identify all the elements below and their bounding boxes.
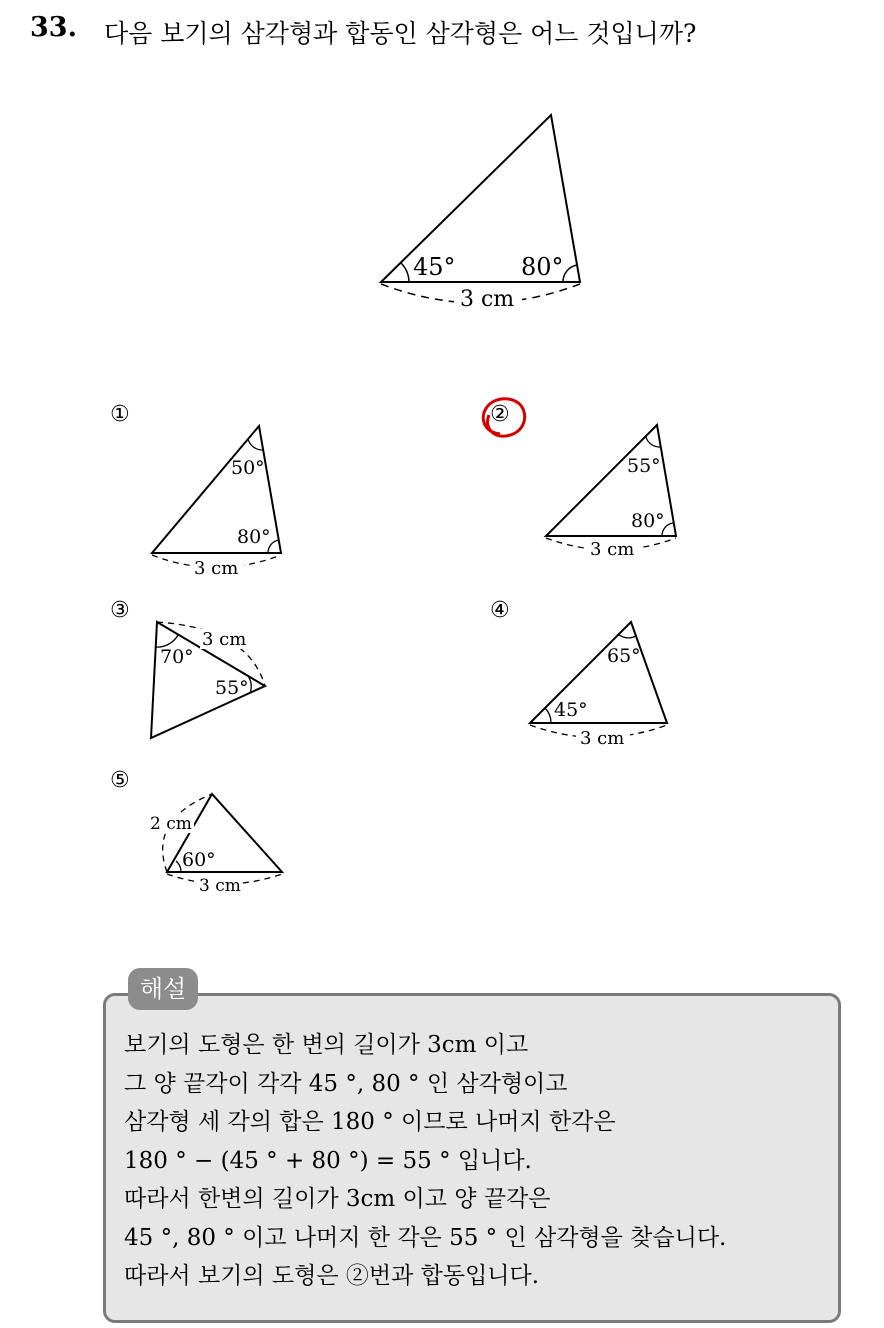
solution-line-1: 보기의 도형은 한 변의 길이가 3cm 이고 [124, 1032, 529, 1058]
solution-line-6: 45 °, 80 ° 이고 나머지 한 각은 55 ° 인 삼각형을 찾습니다. [124, 1224, 727, 1251]
opt3-angle-b: 55° [215, 677, 249, 699]
opt4-angle-b: 45° [554, 699, 588, 721]
solution-line-2: 그 양 끝각이 각각 45 °, 80 ° 인 삼각형이고 [124, 1070, 568, 1097]
solution-text [124, 1026, 726, 1296]
opt2-angle-a: 55° [627, 455, 661, 477]
solution-line-3: 삼각형 세 각의 합은 180 ° 이므로 나머지 한각은 [124, 1109, 616, 1135]
opt5-side-b: 3 cm [199, 876, 241, 896]
solution-tag: 해설 [128, 968, 198, 1010]
opt1-side: 3 cm [194, 558, 239, 579]
opt3-angle-a: 70° [160, 646, 194, 668]
ref-angle-right: 80° [521, 253, 564, 281]
opt4-angle-a: 65° [607, 645, 641, 667]
option-4-triangle [530, 622, 667, 738]
solution-line-7: 따라서 보기의 도형은 ②번과 합동입니다. [124, 1263, 540, 1289]
option-2-marker[interactable]: ② [490, 402, 510, 427]
ref-side-label: 3 cm [460, 287, 515, 312]
opt1-angle-a: 50° [231, 457, 265, 479]
opt1-angle-b: 80° [237, 526, 271, 548]
option-3-marker[interactable]: ③ [110, 598, 130, 623]
opt5-angle-a: 60° [182, 849, 216, 871]
solution-line-4: 180 ° − (45 ° + 80 °) = 55 ° 입니다. [124, 1147, 532, 1174]
question-number: 33. [30, 12, 77, 43]
question-text: 다음 보기의 삼각형과 합동인 삼각형은 어느 것입니까? [104, 19, 697, 48]
opt3-side: 3 cm [202, 629, 247, 650]
opt2-side: 3 cm [590, 539, 635, 560]
opt5-side-a: 2 cm [150, 814, 192, 834]
opt4-side: 3 cm [580, 728, 625, 749]
opt2-angle-b: 80° [631, 510, 665, 532]
option-4-marker[interactable]: ④ [490, 598, 510, 623]
option-5-marker[interactable]: ⑤ [110, 768, 130, 793]
option-5-triangle [163, 794, 282, 884]
ref-angle-left: 45° [413, 253, 456, 281]
option-1-marker[interactable]: ① [110, 402, 130, 427]
solution-line-5: 따라서 한변의 길이가 3cm 이고 양 끝각은 [124, 1186, 551, 1212]
